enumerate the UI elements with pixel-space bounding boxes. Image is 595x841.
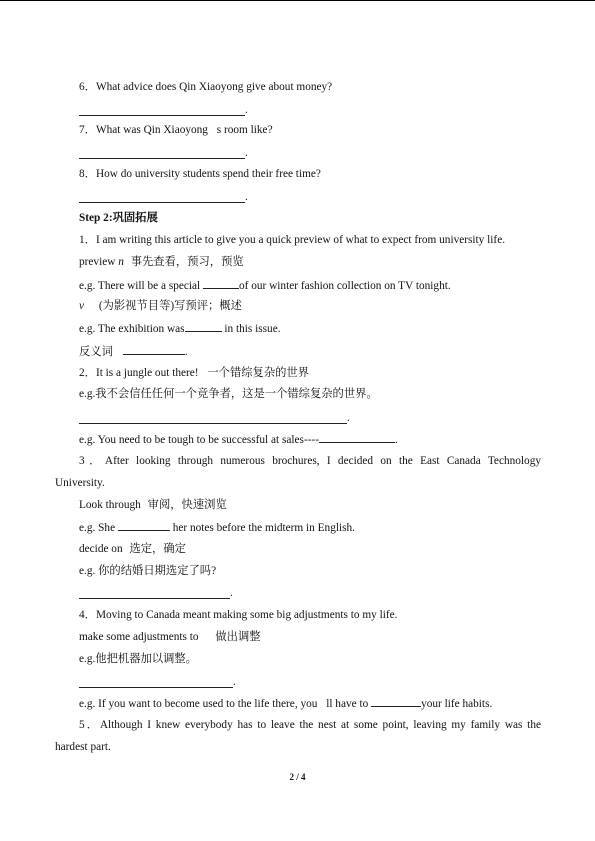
item3-answer-line: [79, 598, 230, 599]
item3-sentence-line2: University.: [55, 477, 105, 489]
item2-example-1: e.g.我不会信任任何一个竞争者，这是一个错综复杂的世界。: [79, 388, 378, 400]
page-number: 2 / 4: [289, 772, 306, 782]
item1-example-1-pre: e.g. There will be a special: [79, 280, 204, 292]
item1-word: preview: [79, 256, 116, 268]
question-7-number: 7．: [79, 124, 96, 136]
item4-meaning: 做出调整: [215, 631, 261, 643]
item3-example-1: [79, 520, 355, 535]
item2-entry: [79, 366, 309, 380]
item3-phrase-2: [79, 542, 186, 556]
item2-example-2: [79, 432, 398, 447]
item2-sentence: 2．It is a jungle out there!: [79, 367, 199, 379]
item4-example-2-pre: e.g. If you want to become used to the life there, you ll have to: [79, 698, 372, 710]
item1-antonym-label: 反义词: [79, 346, 113, 358]
item5-sentence-line1: 5．Although I knew everybody has to leave the nest at some point, leaving my family was the: [79, 719, 541, 731]
item1-verb-entry: [79, 299, 242, 313]
item3-meaning-1: 审阅，快速浏览: [147, 499, 227, 511]
question-6-number: 6．: [79, 81, 96, 93]
question-7-text: What was Qin Xiaoyong s room like?: [95, 124, 273, 136]
item3-phrase-1-text: Look through: [79, 499, 141, 511]
item2-answer-line: [79, 423, 347, 424]
question-8-text: How do university students spend their free time?: [95, 168, 321, 180]
item2-example-2-tail: .: [395, 434, 398, 446]
item1-meaning-n: 事先查看，预习，预览: [130, 256, 244, 268]
item3-example-1-pre: e.g. She: [79, 522, 118, 534]
item2-example-2-pre: e.g. You need to be tough to be successful at sales----: [79, 434, 320, 446]
answer-line-7-tail: .: [245, 147, 248, 159]
item1-pos-v: v: [79, 300, 85, 312]
item1-example-2-post: in this issue.: [221, 323, 281, 335]
item1-example-1-post: of our winter fashion collection on TV tonight.: [239, 280, 451, 292]
answer-line-6-tail: .: [245, 104, 248, 116]
question-7: [79, 123, 273, 137]
item2-answer-tail: .: [347, 412, 350, 424]
question-8: [79, 167, 321, 181]
item1-meaning-v: (为影视节目等)写预评；概述: [98, 300, 242, 312]
step2-heading: Step 2:巩固拓展: [79, 212, 158, 224]
item4-example-1: e.g.他把机器加以调整。: [79, 653, 197, 665]
item4-blank: [371, 696, 421, 707]
item5-sentence-line2: hardest part.: [55, 741, 111, 753]
question-6-text: What advice does Qin Xiaoyong give about money?: [95, 81, 333, 93]
item3-phrase-2-text: decide on: [79, 543, 123, 555]
item1-example-2-pre: e.g. The exhibition was: [79, 323, 185, 335]
answer-line-7: [79, 158, 245, 159]
item3-example-2: e.g. 你的结婚日期选定了吗?: [79, 565, 217, 577]
item3-sentence-line1: 3．After looking through numerous brochures, I decided on the East Canada Technology: [79, 455, 541, 467]
item4-example-2: [79, 696, 492, 711]
top-border: [0, 0, 595, 1]
item1-antonym-blank: [123, 344, 185, 355]
item1-word-entry: [79, 255, 244, 269]
item1-antonym: [79, 344, 188, 359]
item1-example-1: [79, 278, 451, 293]
item4-answer-tail: .: [233, 676, 236, 688]
item2-meaning: 一个错综复杂的世界: [207, 367, 310, 379]
item3-meaning-2: 选定，确定: [129, 543, 186, 555]
item4-phrase-text: make some adjustments to: [79, 631, 199, 643]
item1-blank-1: [203, 278, 239, 289]
item3-phrase-1: [79, 498, 227, 512]
item1-blank-2: [185, 321, 222, 332]
item1-pos-n: n: [118, 256, 124, 268]
answer-line-8-tail: .: [245, 191, 248, 203]
item3-answer-tail: .: [230, 587, 233, 599]
item2-blank: [319, 432, 395, 443]
item1-antonym-tail: .: [184, 346, 188, 358]
question-8-number: 8．: [79, 168, 96, 180]
question-6: [79, 80, 332, 94]
item3-example-1-post: her notes before the midterm in English.: [169, 522, 356, 534]
item4-phrase: [79, 630, 261, 644]
item1-example-2: [79, 321, 281, 336]
item1-sentence: 1．I am writing this article to give you a quick preview of what to expect from university life.: [79, 234, 506, 246]
item4-sentence: 4．Moving to Canada meant making some big adjustments to my life.: [79, 609, 398, 621]
item3-blank: [118, 520, 170, 531]
answer-line-6: [79, 115, 245, 116]
item4-answer-line: [79, 687, 233, 688]
answer-line-8: [79, 202, 245, 203]
item4-example-2-post: your life habits.: [421, 698, 493, 710]
